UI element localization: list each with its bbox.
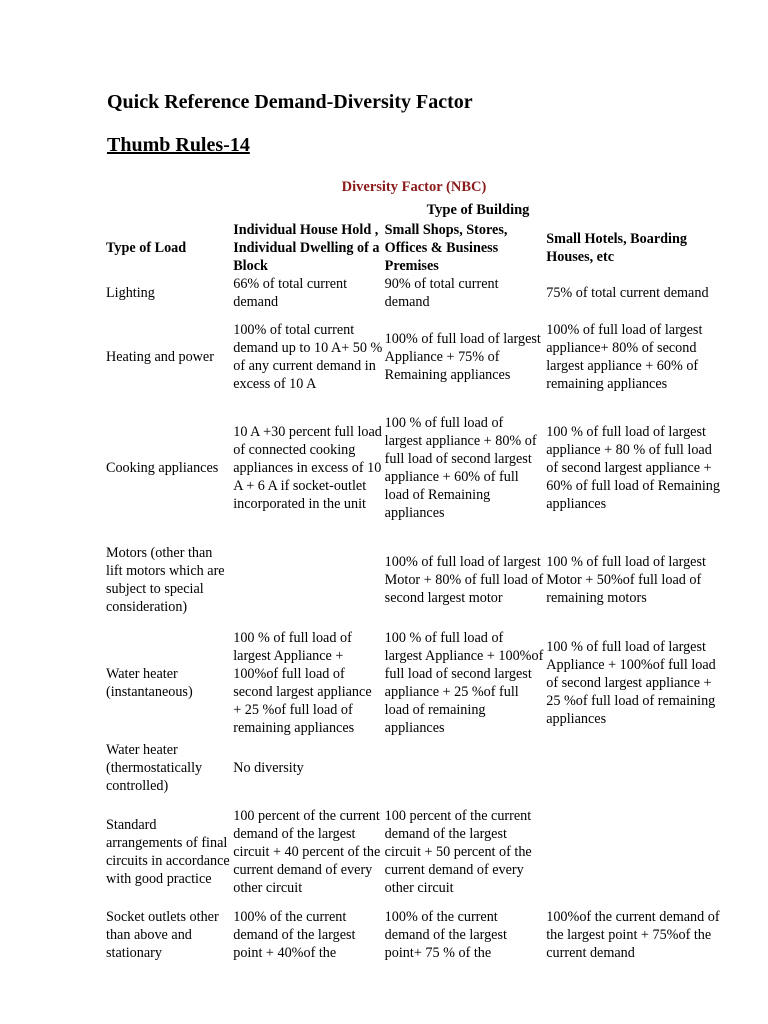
table-header-row (105, 221, 725, 275)
row-load-type: Cooking appliances (106, 460, 219, 476)
table-cell: 100 % of full load of largest appliance + 80% of full load of second largest appliance + 60% of full load of Remaining appliances (384, 415, 537, 521)
table-cell: No diversity (233, 760, 304, 776)
table-row (105, 739, 725, 797)
row-load-type: Motors (other than lift motors which are subject to special consideration) (106, 545, 225, 615)
table-row (105, 627, 725, 739)
row-load-type: Socket outlets other than above and stationary (106, 909, 219, 961)
table-cell: 100 % of full load of largest appliance + 80 % of full load of second largest appliance + 60% of full load of Remaining appliances (546, 424, 720, 512)
diversity-factor-table (105, 221, 725, 963)
header-individual-household: Individual House Hold , Individual Dwelling of a Block (233, 222, 380, 274)
table-cell (545, 797, 725, 907)
header-small-shops: Small Shops, Stores, Offices & Business Premises (384, 222, 508, 274)
row-load-type: Heating and power (106, 349, 214, 365)
table-row (105, 533, 725, 627)
table-cell: 100% of the current demand of the largest point + 40%of the (233, 909, 356, 961)
row-load-type: Lighting (106, 285, 155, 301)
page-subtitle: Thumb Rules-14 (107, 134, 250, 156)
table-row (105, 311, 725, 403)
table-cell: 100 % of full load of largest Appliance + 100%of full load of second largest appliance + 25 %of full load of remaining appliances (384, 630, 544, 736)
row-load-type: Standard arrangements of final circuits in accordance with good practice (106, 817, 230, 887)
table-cell: 100% of full load of largest appliance+ 80% of second largest appliance + 60% of remaining appliances (546, 322, 703, 392)
table-cell: 90% of total current demand (384, 276, 499, 310)
table-cell: 100 % of full load of largest Appliance + 100%of full load of second largest appliance + 25 %of full load of remaining appliances (233, 630, 372, 736)
table-caption: Diversity Factor (NBC) (341, 179, 487, 195)
column-group-header: Type of Building (426, 202, 530, 218)
table-cell (232, 533, 383, 627)
table-cell: 100% of full load of largest Appliance + 75% of Remaining appliances (384, 331, 541, 383)
row-load-type: Water heater (thermostatically controlled) (106, 742, 203, 794)
table-row (105, 907, 725, 963)
page-title: Quick Reference Demand-Diversity Factor (107, 91, 473, 113)
table-cell: 100%of the current demand of the largest point + 75%of the current demand (546, 909, 720, 961)
table-cell: 100 percent of the current demand of the largest circuit + 50 percent of the current demand of every other circuit (384, 808, 532, 896)
table-row (105, 797, 725, 907)
table-cell (384, 739, 546, 797)
header-type-of-load: Type of Load (106, 240, 187, 256)
table-cell: 100 % of full load of largest Appliance + 100%of full load of second largest appliance + 25 %of full load of remaining appliances (546, 639, 716, 727)
table-cell: 10 A +30 percent full load of connected cooking appliances in excess of 10 A + 6 A if socket-outlet incorporated in the unit (233, 424, 382, 512)
table-cell: 66% of total current demand (233, 276, 348, 310)
table-row (105, 403, 725, 533)
table-cell (545, 739, 725, 797)
row-load-type: Water heater (instantaneous) (106, 666, 193, 700)
table-cell: 100 percent of the current demand of the largest circuit + 40 percent of the current demand of every other circuit (233, 808, 381, 896)
table-cell: 100 % of full load of largest Motor + 50%of full load of remaining motors (546, 554, 706, 606)
table-cell: 100% of total current demand up to 10 A+ 50 % of any current demand in excess of 10 A (233, 322, 383, 392)
table-cell: 100% of full load of largest Motor + 80% of full load of second largest motor (384, 554, 544, 606)
table-cell: 75% of total current demand (546, 285, 709, 301)
table-cell: 100% of the current demand of the largest point+ 75 % of the (384, 909, 507, 961)
table-row (105, 275, 725, 311)
header-small-hotels: Small Hotels, Boarding Houses, etc (546, 231, 687, 265)
